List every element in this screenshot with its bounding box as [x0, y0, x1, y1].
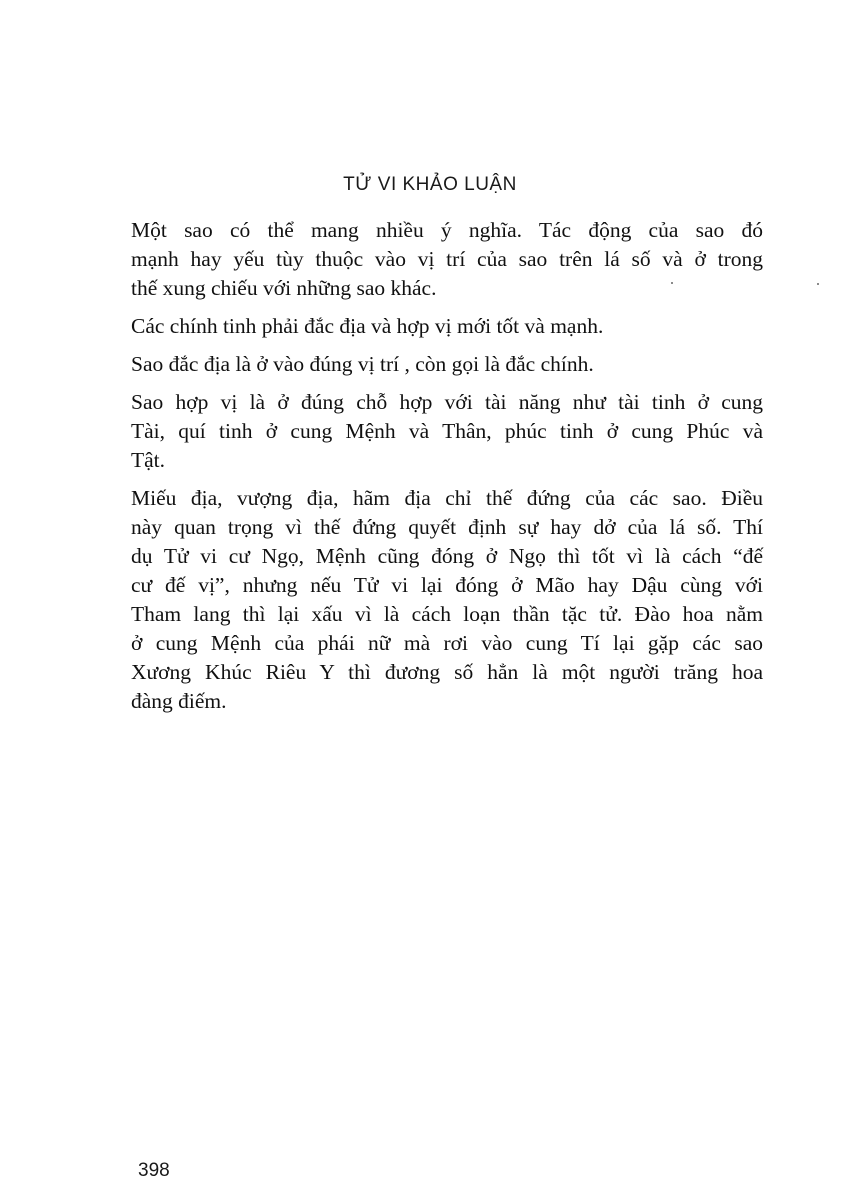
scan-speck — [671, 282, 673, 284]
text-line: Sao hợp vị là ở đúng chỗ hợp với tài năng như tài tinh ở cung — [131, 390, 763, 414]
running-head: TỬ VI KHẢO LUẬN — [343, 174, 517, 195]
text-line: dụ Tử vi cư Ngọ, Mệnh cũng đóng ở Ngọ thì tốt vì là cách “đế — [131, 544, 763, 568]
text-line: Một sao có thể mang nhiều ý nghĩa. Tác động của sao đó — [131, 218, 763, 242]
text-line: Tham lang thì lại xấu vì là cách loạn thần tặc tử. Đào hoa nằm — [131, 602, 763, 626]
text-line: mạnh hay yếu tùy thuộc vào vị trí của sao trên lá số và ở trong — [131, 247, 763, 271]
text-line: Tài, quí tinh ở cung Mệnh và Thân, phúc tinh ở cung Phúc và — [131, 419, 763, 443]
text-line: đàng điếm. — [131, 689, 227, 713]
paragraph-5 — [131, 484, 763, 716]
text-line: thế xung chiếu với những sao khác. — [131, 276, 437, 300]
page-number: 398 — [138, 1160, 170, 1181]
text-line: Tật. — [131, 448, 166, 472]
paragraph-1 — [131, 216, 763, 303]
text-line: Xương Khúc Riêu Y thì đương số hẳn là một người trăng hoa — [131, 660, 763, 684]
text-line: Sao đắc địa là ở vào đúng vị trí , còn gọi là đắc chính. — [131, 352, 594, 376]
paragraph-3 — [131, 350, 763, 379]
text-line: ở cung Mệnh của phái nữ mà rơi vào cung Tí lại gặp các sao — [131, 631, 763, 655]
text-line: Các chính tinh phải đắc địa và hợp vị mới tốt và mạnh. — [131, 314, 604, 338]
scan-speck — [817, 283, 819, 285]
paragraph-2 — [131, 312, 763, 341]
body-text — [131, 216, 763, 725]
text-line: cư đế vị”, nhưng nếu Tử vi lại đóng ở Mão hay Dậu cùng với — [131, 573, 763, 597]
text-line: Miếu địa, vượng địa, hãm địa chỉ thế đứng của các sao. Điều — [131, 486, 763, 510]
paragraph-4 — [131, 388, 763, 475]
text-line: này quan trọng vì thế đứng quyết định sự hay dở của lá số. Thí — [131, 515, 763, 539]
